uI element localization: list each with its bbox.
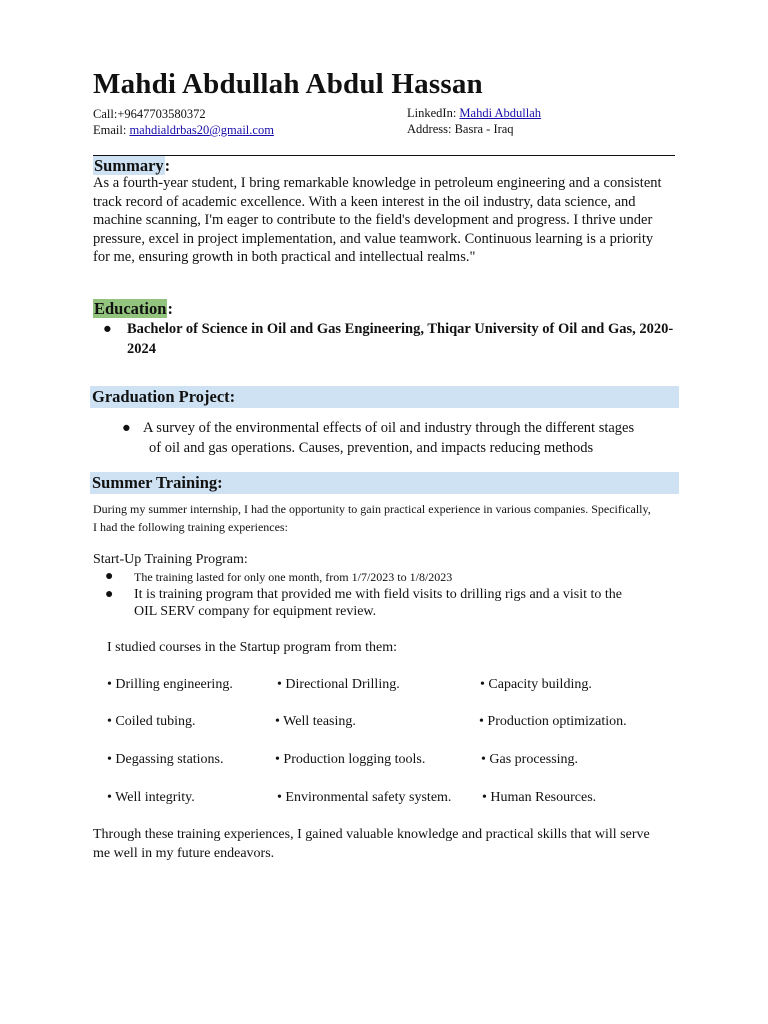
email-link[interactable]: mahdialdrbas20@gmail.com bbox=[129, 123, 274, 137]
phone-label: Call: bbox=[93, 107, 118, 121]
linkedin-line bbox=[407, 105, 541, 121]
linkedin-link[interactable]: Mahdi Abdullah bbox=[459, 106, 542, 120]
bullet-icon: ● bbox=[103, 321, 112, 337]
course-item: • Well teasing. bbox=[275, 714, 356, 729]
linkedin-label: LinkedIn: bbox=[407, 106, 460, 120]
program-item-text: It is training program that provided me with field visits to drilling rigs and a visit to the OIL SERV company for equipment review. bbox=[134, 587, 622, 619]
course-item: • Production logging tools. bbox=[275, 752, 426, 767]
summary-heading-colon: : bbox=[164, 156, 171, 175]
course-item: • Well integrity. bbox=[107, 790, 195, 805]
courses-intro: I studied courses in the Startup program from them: bbox=[107, 640, 398, 655]
summary-text: As a fourth-year student, I bring remarkable knowledge in petroleum engineering and a consistent track record of academic excellence. With a keen interest in the oil industry, data science, and machine scanning, I'm eager to contribute to the field's development and progress. I thrive under pressure, excel in project implementation, and value teamwork. Continuous learning is a priority for me, ensuring growth in both practical and intellectual realms." bbox=[93, 175, 662, 266]
program-item-text: The training lasted for only one month, from 1/7/2023 to 1/8/2023 bbox=[134, 570, 453, 584]
summary-heading-text: Summary bbox=[94, 156, 164, 175]
course-item: • Directional Drilling. bbox=[277, 677, 400, 692]
course-item: • Degassing stations. bbox=[107, 752, 224, 767]
summer-training-intro: During my summer internship, I had the opportunity to gain practical experience in various companies. Specifically, I had the following training experiences: bbox=[93, 502, 651, 534]
graduation-project-heading: Graduation Project: bbox=[90, 386, 679, 408]
course-item: • Coiled tubing. bbox=[107, 714, 196, 729]
summer-training-heading: Summer Training: bbox=[90, 472, 679, 494]
email-line bbox=[93, 122, 274, 138]
education-degree: Bachelor of Science in Oil and Gas Engineering, Thiqar University of Oil and Gas, 2020-2024 bbox=[127, 321, 674, 357]
email-label: Email: bbox=[93, 123, 130, 137]
contact-left bbox=[93, 106, 274, 138]
graduation-project-line-2: of oil and gas operations. Causes, prevention, and impacts reducing methods bbox=[149, 440, 594, 456]
bullet-icon: ● bbox=[122, 420, 131, 436]
education-heading bbox=[93, 299, 173, 319]
bullet-icon: ● bbox=[105, 587, 114, 602]
course-item: • Gas processing. bbox=[481, 752, 579, 767]
phone-line bbox=[93, 106, 274, 122]
course-item: • Environmental safety system. bbox=[277, 790, 452, 805]
program-item bbox=[105, 569, 452, 585]
course-item: • Capacity building. bbox=[480, 677, 592, 692]
course-item: • Drilling engineering. bbox=[107, 677, 233, 692]
candidate-name: Mahdi Abdullah Abdul Hassan bbox=[93, 68, 483, 100]
summary-heading bbox=[93, 156, 170, 176]
education-item bbox=[103, 319, 678, 359]
address-line: Address: Basra - Iraq bbox=[407, 122, 514, 136]
bullet-icon: ● bbox=[105, 569, 114, 584]
graduation-project-text bbox=[143, 418, 634, 458]
phone-value: +9647703580372 bbox=[117, 107, 206, 121]
program-title: Start-Up Training Program: bbox=[93, 552, 248, 567]
graduation-project-item bbox=[122, 418, 682, 458]
closing-text: Through these training experiences, I gained valuable knowledge and practical skills that will serve me well in my future endeavors. bbox=[93, 827, 650, 861]
course-item: • Human Resources. bbox=[482, 790, 597, 805]
course-item: • Production optimization. bbox=[479, 714, 627, 729]
header-divider bbox=[93, 155, 675, 156]
contact-right bbox=[407, 105, 541, 137]
program-item bbox=[105, 586, 645, 620]
education-heading-colon: : bbox=[167, 299, 173, 318]
graduation-project-line-1: A survey of the environmental effects of oil and industry through the different stages bbox=[143, 420, 635, 436]
education-heading-text: Education bbox=[94, 299, 167, 318]
